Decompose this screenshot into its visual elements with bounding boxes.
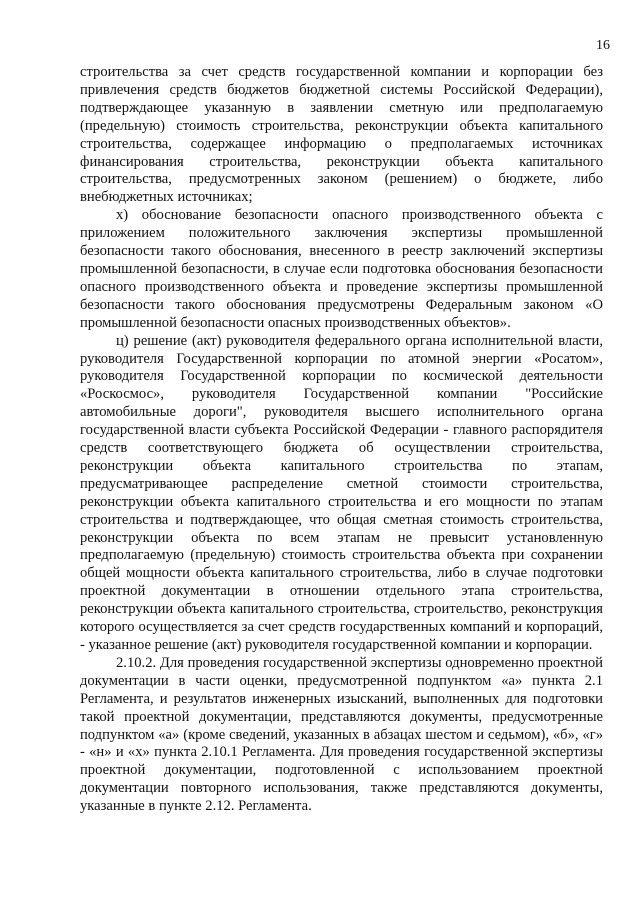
paragraph-item-ts: ц) решение (акт) руководителя федерального органа исполнительной власти, руководителя Государственной корпорации по атомной энергии «Росатом», руководителя Государственной корпорации по космической деятельности «Роскосмос», руководителя Государственной компании "Российские автомобильные дороги", руководителя высшего исполнительного органа государственной власти субъекта Российской Федерации - главного распорядителя средств соответствующего бюджета об осуществлении строительства, реконструкции объекта капитального строительства по этапам, предусматривающее распределение сметной стоимости строительства, реконструкции объекта капитального строительства и его мощности по этапам строительства и подтверждающее, что общая сметная стоимость строительства, реконструкции объекта по всем этапам не превысит установленную предполагаемую (предельную) стоимость строительства объекта при сохранении общей мощности объекта капитального строительства, либо в случае подготовки проектной документации в отношении отдельного этапа строительства, реконструкции объекта капитального строительства, строительство, реконструкция которого осуществляется за счет средств государственных компаний и корпораций, - указанное решение (акт) руководителя государственной компании и корпорации. bbox=[80, 332, 603, 653]
document-body bbox=[80, 64, 603, 816]
paragraph-item-kh: х) обоснование безопасности опасного производственного объекта с приложением положительного заключения экспертизы промышленной безопасности такого обоснования, внесенного в реестр заключений экспертизы промышленной безопасности, в случае если подготовка обоснования безопасности опасного производственного объекта и проведение экспертизы промышленной безопасности такого обоснования предусмотрены Федеральным законом «О промышленной безопасности опасных производственных объектов». bbox=[80, 207, 603, 331]
page-number: 16 bbox=[596, 38, 610, 53]
paragraph-2-10-2: 2.10.2. Для проведения государственной экспертизы одновременно проектной документации в части оценки, предусмотренной подпунктом «а» пункта 2.1 Регламента, и результатов инженерных изысканий, выполненных для подготовки такой проектной документации, представляются документы, предусмотренные подпунктом «а» (кроме сведений, указанных в абзацах шестом и седьмом), «б», «г» - «н» и «х» пункта 2.10.1 Регламента. Для проведения государственной экспертизы проектной документации, подготовленной с использованием проектной документации повторного использования, также представляются документы, указанные в пункте 2.12. Регламента. bbox=[80, 654, 603, 815]
paragraph-sources-of-financing: строительства за счет средств государственной компании и корпорации без привлечения средств бюджетов бюджетной системы Российской Федерации), подтверждающее указанную в заявлении сметную или предполагаемую (предельную) стоимость строительства, реконструкции объекта капитального строительства, содержащее информацию о предполагаемых источниках финансирования строительства, реконструкции объекта капитального строительства, предусмотренных законом (решением) о бюджете, либо внебюджетных источниках; bbox=[80, 64, 603, 206]
